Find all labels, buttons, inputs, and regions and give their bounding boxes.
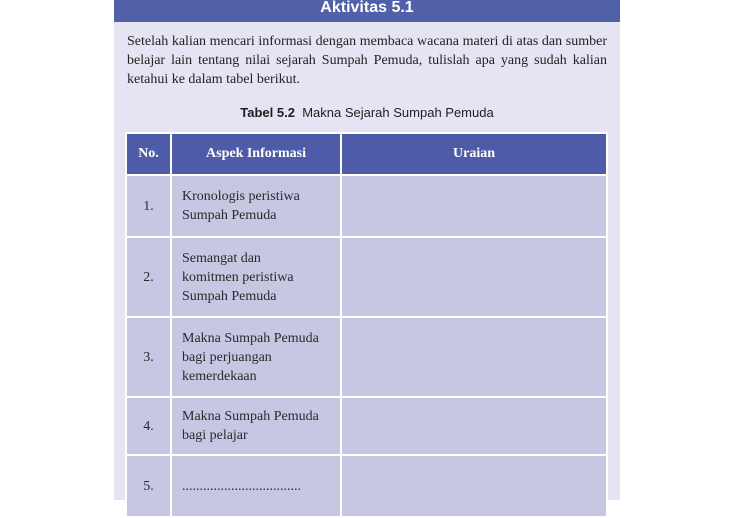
row-aspek xyxy=(171,317,341,397)
row-aspek xyxy=(171,175,341,237)
table-row xyxy=(126,317,607,397)
aspek-line: Kronologis peristiwa xyxy=(182,189,300,204)
table-row xyxy=(126,237,607,317)
activity-title: Aktivitas 5.1 xyxy=(114,0,620,22)
table-row xyxy=(126,455,607,517)
header-uraian: Uraian xyxy=(341,133,607,175)
aspek-line: Makna Sumpah Pemuda xyxy=(182,409,319,424)
row-number: 3. xyxy=(126,317,171,397)
row-uraian[interactable] xyxy=(341,397,607,455)
row-aspek xyxy=(171,397,341,455)
table-row xyxy=(126,397,607,455)
row-uraian[interactable] xyxy=(341,317,607,397)
aspek-line: bagi pelajar xyxy=(182,428,248,443)
header-aspek: Aspek Informasi xyxy=(171,133,341,175)
row-number: 5. xyxy=(126,455,171,517)
aspek-line: .................................. xyxy=(182,478,301,494)
row-uraian[interactable] xyxy=(341,175,607,237)
row-aspek xyxy=(171,455,341,517)
table-caption xyxy=(114,105,620,120)
table-header-row xyxy=(126,133,607,175)
table-caption-label: Tabel 5.2 xyxy=(240,105,295,120)
aspek-line: Makna Sumpah Pemuda xyxy=(182,330,319,346)
row-uraian[interactable] xyxy=(341,455,607,517)
row-aspek xyxy=(171,237,341,317)
header-no: No. xyxy=(126,133,171,175)
info-table xyxy=(125,132,608,518)
row-uraian[interactable] xyxy=(341,237,607,317)
aspek-line: komitmen peristiwa xyxy=(182,269,294,285)
table-caption-text: Makna Sejarah Sumpah Pemuda xyxy=(302,105,494,120)
row-number: 1. xyxy=(126,175,171,237)
aspek-line: kemerdekaan xyxy=(182,368,257,384)
intro-paragraph: Setelah kalian mencari informasi dengan membaca wacana materi di atas dan sumber belajar lain tentang nilai sejarah Sumpah Pemuda, tulislah apa yang sudah kalian ketahui ke dalam tabel berikut. xyxy=(127,34,607,87)
row-number: 2. xyxy=(126,237,171,317)
aspek-line: Sumpah Pemuda xyxy=(182,288,277,304)
aspek-line: bagi perjuangan xyxy=(182,349,272,365)
aspek-line: Semangat dan xyxy=(182,250,261,266)
aspek-line: Sumpah Pemuda xyxy=(182,208,277,223)
row-number: 4. xyxy=(126,397,171,455)
table-row xyxy=(126,175,607,237)
